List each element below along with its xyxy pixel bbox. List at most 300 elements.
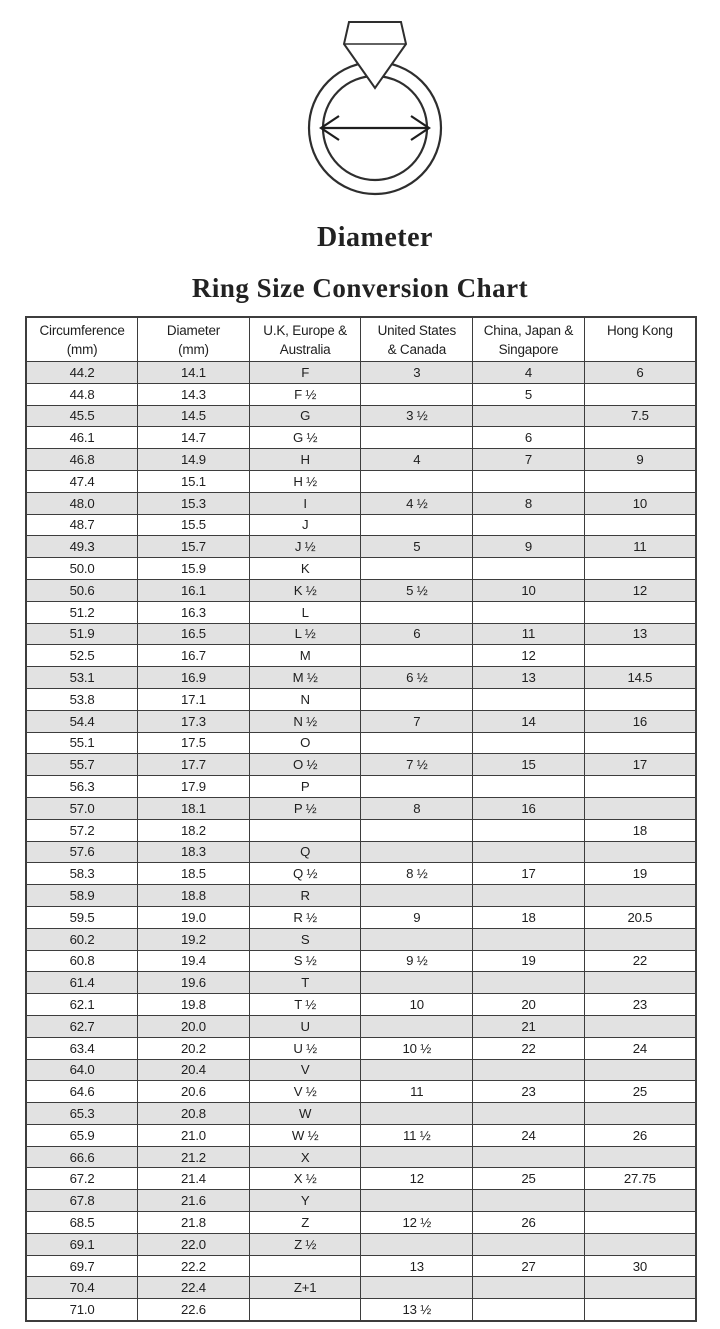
table-cell: Q ½	[249, 863, 361, 885]
table-cell: Z	[249, 1212, 361, 1234]
table-cell: 25	[473, 1168, 585, 1190]
table-cell: V	[249, 1059, 361, 1081]
table-cell: J ½	[249, 536, 361, 558]
table-cell: 69.1	[26, 1233, 138, 1255]
table-cell: 57.0	[26, 797, 138, 819]
table-row	[26, 994, 696, 1016]
table-cell: 10	[361, 994, 473, 1016]
table-cell: 27	[473, 1255, 585, 1277]
table-row	[26, 972, 696, 994]
table-row	[26, 362, 696, 384]
ring-icon-svg	[298, 10, 452, 206]
table-cell: 67.8	[26, 1190, 138, 1212]
table-cell	[473, 1277, 585, 1299]
table-cell	[473, 514, 585, 536]
table-cell	[584, 1103, 696, 1125]
table-cell	[361, 732, 473, 754]
table-row	[26, 427, 696, 449]
table-cell: 17.5	[138, 732, 250, 754]
table-row	[26, 579, 696, 601]
table-cell	[361, 1233, 473, 1255]
table-cell: 46.1	[26, 427, 138, 449]
table-cell: 21.2	[138, 1146, 250, 1168]
table-cell: 6	[584, 362, 696, 384]
table-cell: X ½	[249, 1168, 361, 1190]
table-row	[26, 1124, 696, 1146]
table-cell: 21.4	[138, 1168, 250, 1190]
table-cell: Q	[249, 841, 361, 863]
table-cell: 55.7	[26, 754, 138, 776]
table-cell: 19.6	[138, 972, 250, 994]
table-row	[26, 601, 696, 623]
table-row	[26, 1081, 696, 1103]
table-cell: 58.9	[26, 885, 138, 907]
table-cell: 3 ½	[361, 405, 473, 427]
table-cell: M ½	[249, 667, 361, 689]
table-cell: 19.4	[138, 950, 250, 972]
table-cell: 57.6	[26, 841, 138, 863]
table-cell: O	[249, 732, 361, 754]
table-cell	[361, 1277, 473, 1299]
table-cell	[584, 427, 696, 449]
table-cell: 23	[473, 1081, 585, 1103]
table-cell: 64.6	[26, 1081, 138, 1103]
table-cell: 17.9	[138, 776, 250, 798]
table-cell: 55.1	[26, 732, 138, 754]
table-cell: 5	[361, 536, 473, 558]
table-cell	[361, 470, 473, 492]
table-cell: U ½	[249, 1037, 361, 1059]
table-cell: 10	[584, 492, 696, 514]
table-row	[26, 1146, 696, 1168]
table-cell: 7.5	[584, 405, 696, 427]
table-cell	[584, 558, 696, 580]
table-cell: W ½	[249, 1124, 361, 1146]
table-cell: 22	[584, 950, 696, 972]
table-cell: 68.5	[26, 1212, 138, 1234]
table-cell: K	[249, 558, 361, 580]
table-cell: 30	[584, 1255, 696, 1277]
table-cell: 71.0	[26, 1299, 138, 1321]
table-cell: 15.9	[138, 558, 250, 580]
table-row	[26, 1212, 696, 1234]
table-cell: 26	[584, 1124, 696, 1146]
table-cell: 11	[473, 623, 585, 645]
table-cell: 62.1	[26, 994, 138, 1016]
table-row	[26, 1233, 696, 1255]
table-cell	[361, 819, 473, 841]
table-cell	[584, 1299, 696, 1321]
table-row	[26, 645, 696, 667]
table-cell	[473, 405, 585, 427]
table-cell: 19	[584, 863, 696, 885]
table-cell: X	[249, 1146, 361, 1168]
table-body	[26, 362, 696, 1322]
table-cell: 70.4	[26, 1277, 138, 1299]
table-cell: K ½	[249, 579, 361, 601]
table-cell: 11	[361, 1081, 473, 1103]
table-cell: 20	[473, 994, 585, 1016]
table-cell	[584, 645, 696, 667]
table-row	[26, 1299, 696, 1321]
table-cell: 61.4	[26, 972, 138, 994]
table-cell: T ½	[249, 994, 361, 1016]
table-cell: 3	[361, 362, 473, 384]
table-cell	[584, 1233, 696, 1255]
table-cell	[473, 819, 585, 841]
table-cell: 21.0	[138, 1124, 250, 1146]
column-header: U.K, Europe & Australia	[249, 317, 361, 362]
table-cell: 26	[473, 1212, 585, 1234]
table-cell: 15.5	[138, 514, 250, 536]
column-header: Circumference (mm)	[26, 317, 138, 362]
table-cell	[361, 1015, 473, 1037]
table-cell: 14.3	[138, 383, 250, 405]
table-cell	[361, 558, 473, 580]
table-cell	[473, 558, 585, 580]
table-cell: L ½	[249, 623, 361, 645]
table-cell: 60.8	[26, 950, 138, 972]
table-cell: H	[249, 449, 361, 471]
table-row	[26, 1059, 696, 1081]
table-cell: 19	[473, 950, 585, 972]
table-cell: 6	[473, 427, 585, 449]
table-cell: 8 ½	[361, 863, 473, 885]
table-cell: H ½	[249, 470, 361, 492]
table-cell: 14	[473, 710, 585, 732]
table-cell: 9	[584, 449, 696, 471]
table-cell: 7 ½	[361, 754, 473, 776]
ring-size-conversion-table	[25, 316, 697, 1322]
table-row	[26, 688, 696, 710]
table-cell	[361, 928, 473, 950]
ring-diameter-icon	[298, 10, 452, 206]
table-cell: 15.3	[138, 492, 250, 514]
table-cell: T	[249, 972, 361, 994]
table-cell	[584, 470, 696, 492]
table-cell: 19.0	[138, 906, 250, 928]
table-cell: 24	[584, 1037, 696, 1059]
table-cell: 52.5	[26, 645, 138, 667]
table-cell	[361, 972, 473, 994]
table-cell	[473, 1059, 585, 1081]
table-cell: 56.3	[26, 776, 138, 798]
table-cell: 16.5	[138, 623, 250, 645]
table-cell: I	[249, 492, 361, 514]
table-cell: 48.0	[26, 492, 138, 514]
table-cell	[249, 1255, 361, 1277]
table-row	[26, 732, 696, 754]
table-cell: 22.6	[138, 1299, 250, 1321]
table-cell: 10	[473, 579, 585, 601]
table-cell	[584, 688, 696, 710]
table-cell: 66.6	[26, 1146, 138, 1168]
column-header: Diameter (mm)	[138, 317, 250, 362]
table-cell: 44.2	[26, 362, 138, 384]
table-cell: 45.5	[26, 405, 138, 427]
table-cell: 57.2	[26, 819, 138, 841]
table-cell: 14.9	[138, 449, 250, 471]
table-cell: 51.2	[26, 601, 138, 623]
table-cell: 64.0	[26, 1059, 138, 1081]
table-cell: 22.2	[138, 1255, 250, 1277]
table-cell: 65.3	[26, 1103, 138, 1125]
table-cell: 21.8	[138, 1212, 250, 1234]
table-cell	[584, 514, 696, 536]
table-cell: 16.9	[138, 667, 250, 689]
table-cell: 59.5	[26, 906, 138, 928]
table-cell	[473, 1146, 585, 1168]
table-cell: 12	[584, 579, 696, 601]
table-cell: U	[249, 1015, 361, 1037]
table-cell: 18	[473, 906, 585, 928]
table-cell: 60.2	[26, 928, 138, 950]
table-cell: 15	[473, 754, 585, 776]
table-row	[26, 1168, 696, 1190]
table-cell	[361, 885, 473, 907]
table-cell: 4 ½	[361, 492, 473, 514]
table-cell: 18.1	[138, 797, 250, 819]
table-cell	[584, 841, 696, 863]
table-cell: 65.9	[26, 1124, 138, 1146]
table-cell	[473, 885, 585, 907]
table-cell	[473, 732, 585, 754]
table-cell: 16.1	[138, 579, 250, 601]
table-cell: G	[249, 405, 361, 427]
table-cell	[361, 688, 473, 710]
table-cell: 8	[361, 797, 473, 819]
table-cell: 19.2	[138, 928, 250, 950]
table-cell: L	[249, 601, 361, 623]
table-cell: 10 ½	[361, 1037, 473, 1059]
table-cell	[473, 1190, 585, 1212]
table-cell	[473, 928, 585, 950]
table-cell: 8	[473, 492, 585, 514]
table-cell: 7	[473, 449, 585, 471]
table-cell: 4	[473, 362, 585, 384]
table-cell: 5 ½	[361, 579, 473, 601]
table-row	[26, 514, 696, 536]
table-cell: N ½	[249, 710, 361, 732]
table-cell: 48.7	[26, 514, 138, 536]
diameter-label: Diameter	[317, 222, 433, 253]
table-cell: 18.8	[138, 885, 250, 907]
table-row	[26, 558, 696, 580]
table-row	[26, 710, 696, 732]
table-cell: 54.4	[26, 710, 138, 732]
table-cell: 19.8	[138, 994, 250, 1016]
table-cell: 9 ½	[361, 950, 473, 972]
table-cell: 18.2	[138, 819, 250, 841]
table-header	[26, 317, 696, 362]
table-cell: 17	[584, 754, 696, 776]
column-header: China, Japan & Singapore	[473, 317, 585, 362]
table-cell: 69.7	[26, 1255, 138, 1277]
table-cell: 58.3	[26, 863, 138, 885]
table-cell: S ½	[249, 950, 361, 972]
table-row	[26, 863, 696, 885]
table-cell	[473, 688, 585, 710]
table-cell: 47.4	[26, 470, 138, 492]
table-cell: 44.8	[26, 383, 138, 405]
table-cell: 53.8	[26, 688, 138, 710]
table-cell: 12 ½	[361, 1212, 473, 1234]
table-row	[26, 1190, 696, 1212]
table-cell: V ½	[249, 1081, 361, 1103]
table-row	[26, 906, 696, 928]
table-cell: 5	[473, 383, 585, 405]
table-cell: 24	[473, 1124, 585, 1146]
table-cell: 25	[584, 1081, 696, 1103]
table-cell: 20.8	[138, 1103, 250, 1125]
table-cell: 9	[361, 906, 473, 928]
table-cell: 13	[473, 667, 585, 689]
table-cell	[473, 972, 585, 994]
table-cell: 50.6	[26, 579, 138, 601]
table-cell: 22	[473, 1037, 585, 1059]
table-cell: 13	[361, 1255, 473, 1277]
table-cell	[361, 1146, 473, 1168]
table-header-row	[26, 317, 696, 362]
table-row	[26, 841, 696, 863]
table-cell: 9	[473, 536, 585, 558]
table-cell: 17.1	[138, 688, 250, 710]
table-cell: 62.7	[26, 1015, 138, 1037]
table-cell: 11	[584, 536, 696, 558]
table-cell: 17	[473, 863, 585, 885]
table-cell: 27.75	[584, 1168, 696, 1190]
table-cell: 17.3	[138, 710, 250, 732]
table-cell	[361, 841, 473, 863]
table-cell: 14.5	[584, 667, 696, 689]
table-cell: 11 ½	[361, 1124, 473, 1146]
table-row	[26, 470, 696, 492]
table-container	[25, 316, 697, 1322]
table-cell	[473, 601, 585, 623]
table-cell: 18.5	[138, 863, 250, 885]
table-cell: 67.2	[26, 1168, 138, 1190]
table-cell: 18	[584, 819, 696, 841]
table-cell: W	[249, 1103, 361, 1125]
table-cell: 14.7	[138, 427, 250, 449]
table-row	[26, 449, 696, 471]
table-cell	[361, 601, 473, 623]
table-cell	[361, 383, 473, 405]
column-header: United States & Canada	[361, 317, 473, 362]
table-cell: 15.7	[138, 536, 250, 558]
table-cell: 7	[361, 710, 473, 732]
table-cell: 49.3	[26, 536, 138, 558]
table-cell	[584, 972, 696, 994]
table-cell: P ½	[249, 797, 361, 819]
table-cell: 22.4	[138, 1277, 250, 1299]
table-cell: 53.1	[26, 667, 138, 689]
table-row	[26, 1277, 696, 1299]
table-row	[26, 383, 696, 405]
table-cell: 17.7	[138, 754, 250, 776]
table-cell	[361, 776, 473, 798]
table-cell: F	[249, 362, 361, 384]
table-cell: 20.0	[138, 1015, 250, 1037]
table-cell: 12	[473, 645, 585, 667]
table-cell	[361, 1059, 473, 1081]
table-cell	[249, 1299, 361, 1321]
table-cell: 46.8	[26, 449, 138, 471]
table-cell: 20.4	[138, 1059, 250, 1081]
table-cell: Z ½	[249, 1233, 361, 1255]
table-cell: 14.5	[138, 405, 250, 427]
table-cell: 13	[584, 623, 696, 645]
table-row	[26, 1015, 696, 1037]
table-row	[26, 950, 696, 972]
table-cell: 21	[473, 1015, 585, 1037]
table-cell	[361, 645, 473, 667]
table-cell	[249, 819, 361, 841]
table-cell: 16.7	[138, 645, 250, 667]
table-cell: 20.6	[138, 1081, 250, 1103]
table-cell	[473, 776, 585, 798]
table-cell: S	[249, 928, 361, 950]
table-cell	[473, 1299, 585, 1321]
table-cell	[584, 797, 696, 819]
table-cell: 20.2	[138, 1037, 250, 1059]
table-cell: Z+1	[249, 1277, 361, 1299]
table-cell: R	[249, 885, 361, 907]
table-cell: 23	[584, 994, 696, 1016]
table-cell	[584, 776, 696, 798]
table-row	[26, 797, 696, 819]
table-cell: 51.9	[26, 623, 138, 645]
table-row	[26, 754, 696, 776]
table-cell: 18.3	[138, 841, 250, 863]
table-cell: 63.4	[26, 1037, 138, 1059]
table-cell	[473, 841, 585, 863]
table-cell	[584, 1059, 696, 1081]
table-cell	[584, 732, 696, 754]
table-cell	[361, 1103, 473, 1125]
table-row	[26, 819, 696, 841]
table-cell: 20.5	[584, 906, 696, 928]
table-cell: O ½	[249, 754, 361, 776]
table-cell	[584, 885, 696, 907]
table-row	[26, 1255, 696, 1277]
table-cell	[584, 1015, 696, 1037]
table-cell	[361, 514, 473, 536]
table-cell	[584, 1277, 696, 1299]
table-cell: 6 ½	[361, 667, 473, 689]
table-row	[26, 776, 696, 798]
table-cell: R ½	[249, 906, 361, 928]
table-row	[26, 405, 696, 427]
table-cell: 6	[361, 623, 473, 645]
table-cell	[473, 470, 585, 492]
table-cell	[361, 1190, 473, 1212]
column-header: Hong Kong	[584, 317, 696, 362]
table-cell: 21.6	[138, 1190, 250, 1212]
table-cell	[584, 601, 696, 623]
table-cell: 12	[361, 1168, 473, 1190]
table-row	[26, 928, 696, 950]
table-row	[26, 885, 696, 907]
table-cell: 50.0	[26, 558, 138, 580]
table-cell	[584, 1190, 696, 1212]
table-cell	[473, 1103, 585, 1125]
table-row	[26, 1037, 696, 1059]
table-cell: 16.3	[138, 601, 250, 623]
table-row	[26, 492, 696, 514]
table-row	[26, 667, 696, 689]
table-cell: 15.1	[138, 470, 250, 492]
